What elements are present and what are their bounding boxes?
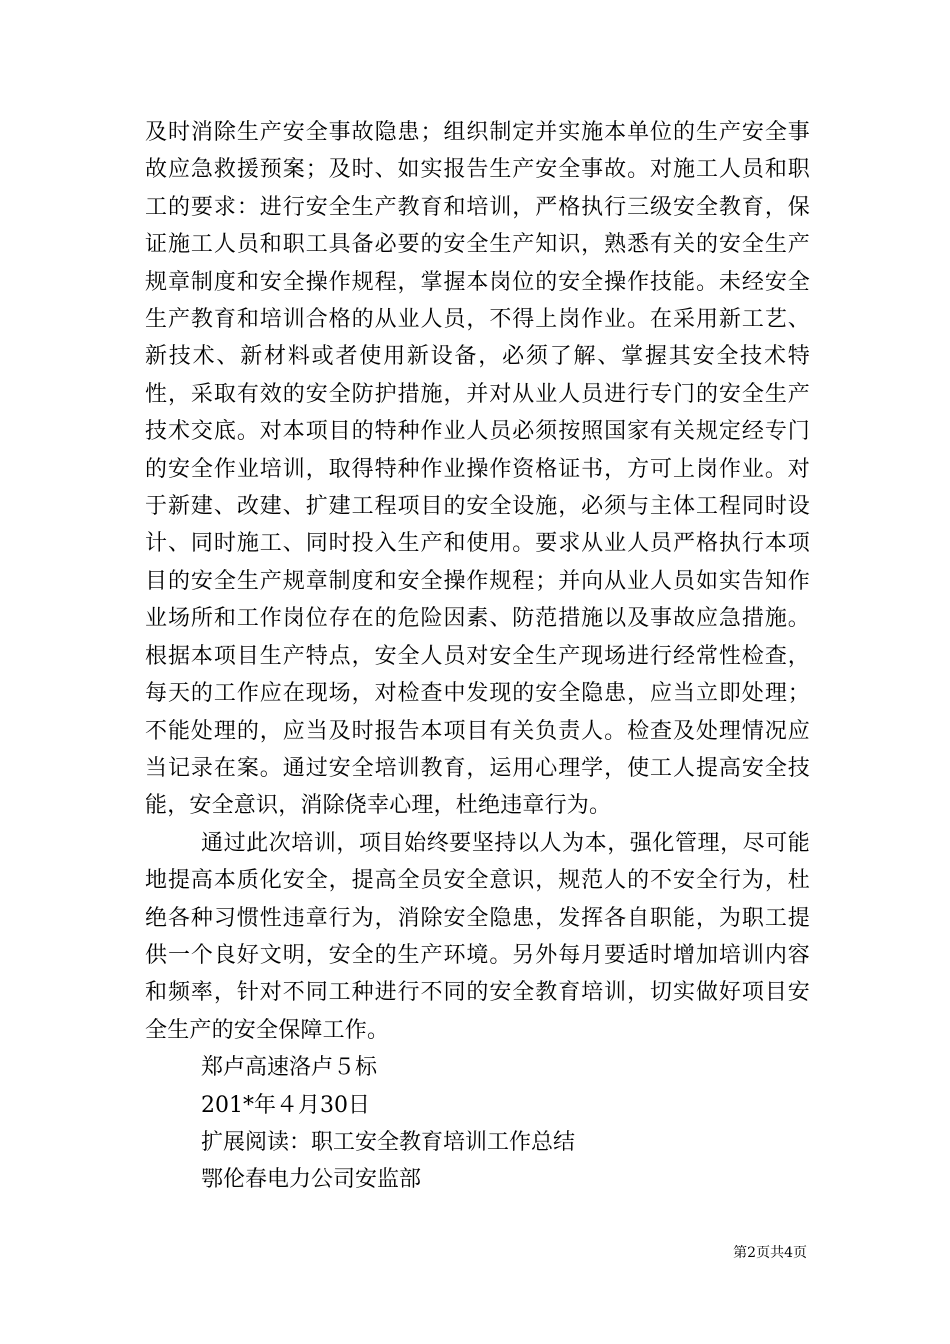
signature-date: 201*年４月30日 [201,1092,370,1118]
paragraph-safety-requirements: 及时消除生产安全事故隐患；组织制定并实施本单位的生产安全事故应急救援预案；及时、如实报告生产安全事故。对施工人员和职工的要求：进行安全生产教育和培训，严格执行三级安全教育，保证施工人员和职工具备必要的安全生产知识，熟悉有关的安全生产规章制度和安全操作规程，掌握本岗位的安全操作技能。未经安全生产教育和培训合格的从业人员，不得上岗作业。在采用新工艺、新技术、新材料或者使用新设备，必须了解、掌握其安全技术特性，采取有效的安全防护措施，并对从业人员进行专门的安全生产技术交底。对本项目的特种作业人员必须按照国家有关规定经专门的安全作业培训，取得特种作业操作资格证书，方可上岗作业。对于新建、改建、扩建工程项目的安全设施，必须与主体工程同时设计、同时施工、同时投入生产和使用。要求从业人员严格执行本项目的安全生产规章制度和安全操作规程；并向从业人员如实告知作业场所和工作岗位存在的危险因素、防范措施以及事故应急措施。根据本项目生产特点，安全人员对安全生产现场进行经常性检查，每天的工作应在现场，对检查中发现的安全隐患，应当立即处理；不能处理的，应当及时报告本项目有关负责人。检查及处理情况应当记录在案。通过安全培训教育，运用心理学，使工人提高安全技能，安全意识，消除侥幸心理，杜绝违章行为。 [145,120,810,819]
page-number: 第2页共4页 [733,1245,807,1261]
signature-unit: 郑卢高速洛卢５标 [201,1055,378,1081]
document-body [145,114,810,1199]
paragraph-training-summary: 通过此次培训，项目始终要坚持以人为本，强化管理，尽可能地提高本质化安全，提高全员安全意识，规范人的不安全行为，杜绝各种习惯性违章行为，消除安全隐患，发挥各自职能，为职工提供一个良好文明，安全的生产环境。另外每月要适时增加培训内容和频率，针对不同工种进行不同的安全教育培训，切实做好项目安全生产的安全保障工作。 [145,830,810,1043]
department-name: 鄂伦春电力公司安监部 [201,1167,422,1193]
extended-reading-title: 扩展阅读：职工安全教育培训工作总结 [201,1129,576,1155]
